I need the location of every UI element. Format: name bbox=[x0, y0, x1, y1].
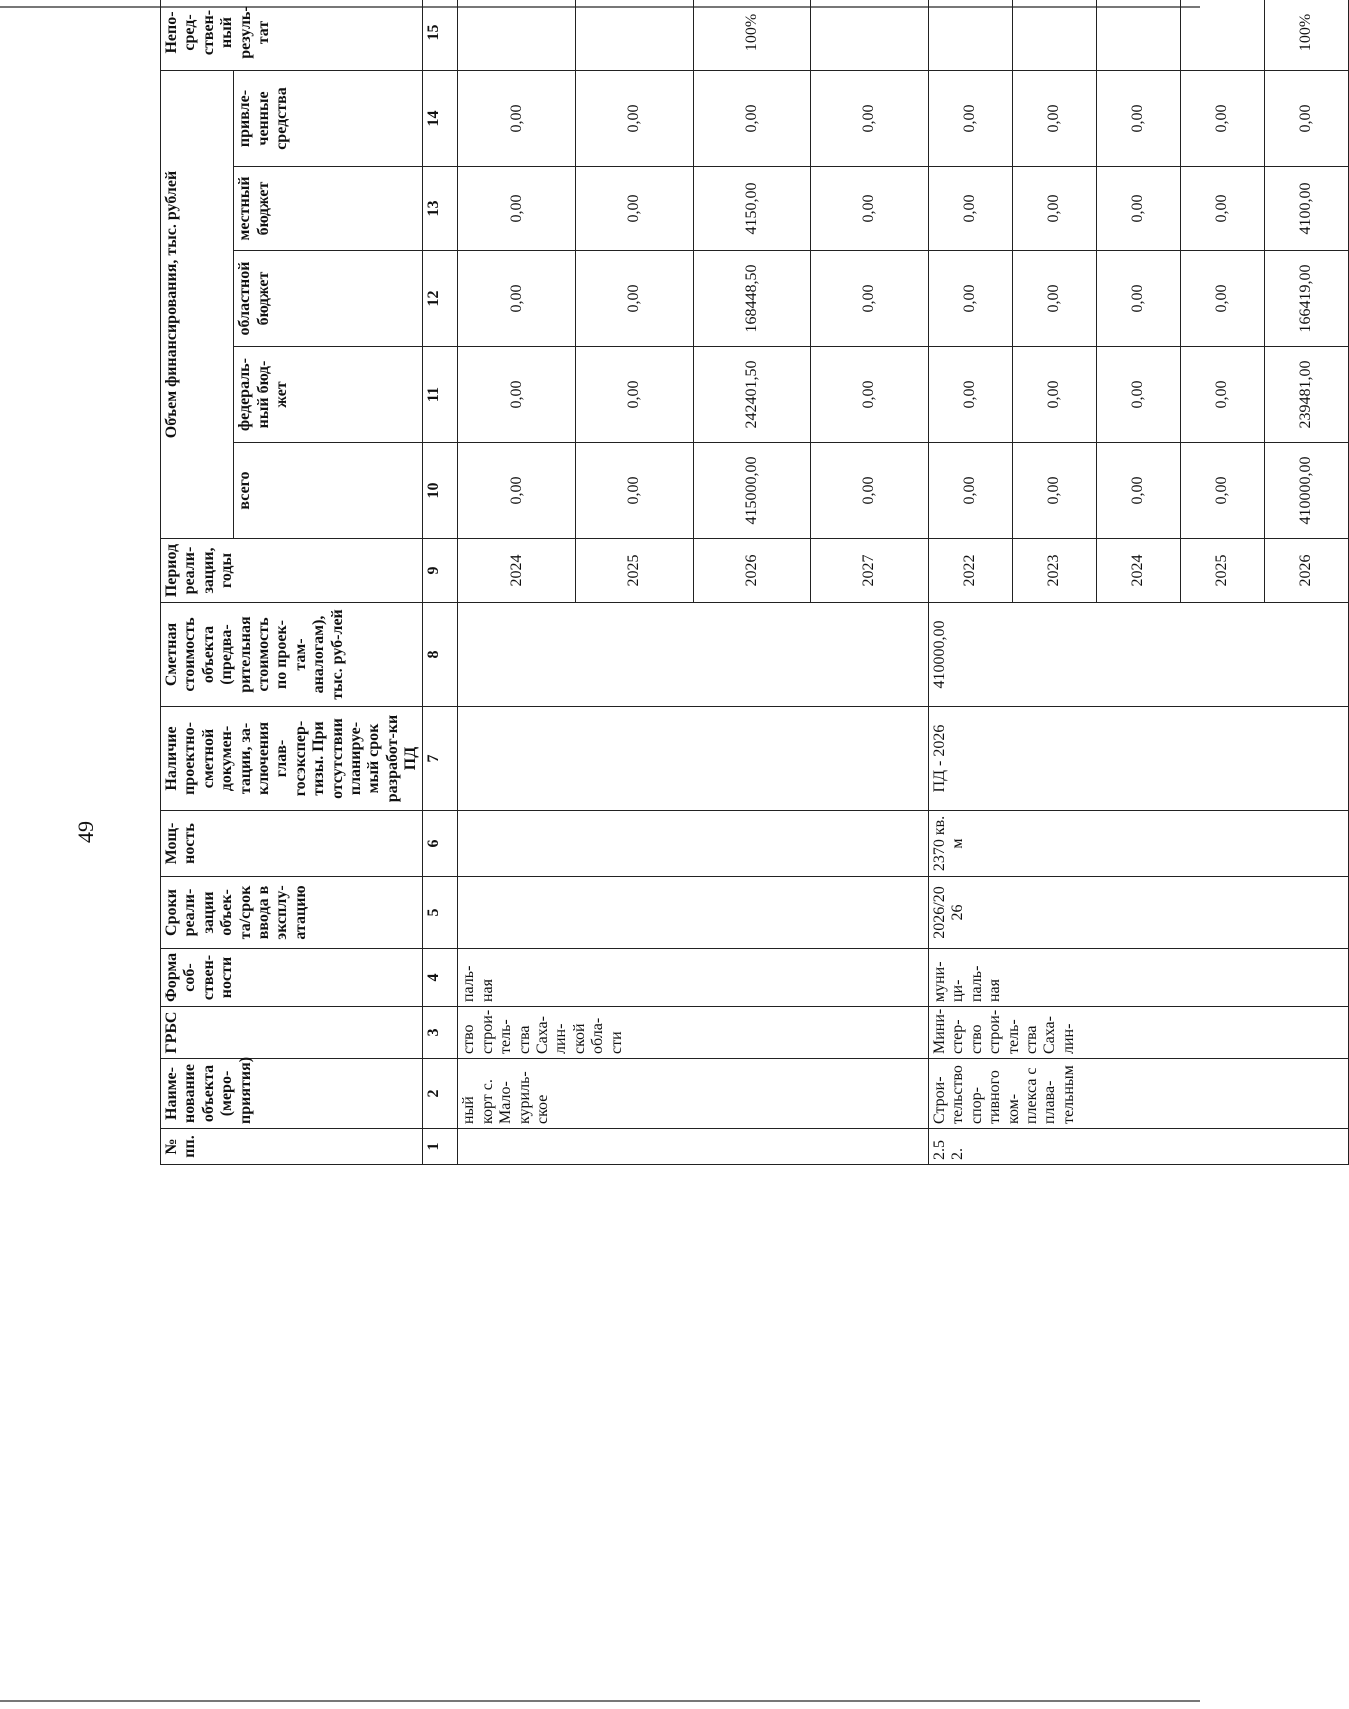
header-power: Мощ-ность bbox=[161, 811, 423, 877]
object-number bbox=[458, 1129, 929, 1165]
attracted-value: 0,00 bbox=[576, 71, 694, 167]
result-value: 100% bbox=[1264, 0, 1348, 71]
total-value: 415000,00 bbox=[693, 443, 811, 539]
attracted-value: 0,00 bbox=[811, 71, 929, 167]
total-value: 0,00 bbox=[1012, 443, 1096, 539]
regional-value: 0,00 bbox=[1012, 251, 1096, 347]
col-number: 2 bbox=[423, 1059, 458, 1129]
column-numbers-row bbox=[423, 0, 458, 1165]
regional-value: 0,00 bbox=[929, 251, 1013, 347]
header-local: местный бюджет bbox=[234, 167, 423, 251]
col-number: 4 bbox=[423, 949, 458, 1007]
period-year: 2027 bbox=[811, 539, 929, 603]
result-value bbox=[811, 0, 929, 71]
local-value: 0,00 bbox=[1096, 167, 1180, 251]
col-number: 10 bbox=[423, 443, 458, 539]
local-value: 0,00 bbox=[1012, 167, 1096, 251]
col-number: 7 bbox=[423, 707, 458, 811]
attracted-value: 0,00 bbox=[1180, 71, 1264, 167]
object-estimated-cost bbox=[458, 603, 929, 707]
federal-value: 0,00 bbox=[1012, 347, 1096, 443]
local-value: 0,00 bbox=[576, 167, 694, 251]
object-design-docs: ПД - 2026 bbox=[929, 707, 1349, 811]
attracted-value: 0,00 bbox=[929, 71, 1013, 167]
regional-value: 168448,50 bbox=[693, 251, 811, 347]
col-number: 1 bbox=[423, 1129, 458, 1165]
result-value bbox=[458, 0, 576, 71]
col-number: 14 bbox=[423, 71, 458, 167]
header-regional: областной бюджет bbox=[234, 251, 423, 347]
attracted-value: 0,00 bbox=[693, 71, 811, 167]
local-value: 0,00 bbox=[811, 167, 929, 251]
total-value: 0,00 bbox=[576, 443, 694, 539]
period-year: 2026 bbox=[693, 539, 811, 603]
object-power: 2370 кв. м bbox=[929, 811, 1349, 877]
federal-value: 0,00 bbox=[576, 347, 694, 443]
object-name: Строи-тельство спор-тивного ком-плекса с плава-тельным bbox=[929, 1059, 1349, 1129]
regional-value: 0,00 bbox=[811, 251, 929, 347]
result-value bbox=[1012, 0, 1096, 71]
local-value: 0,00 bbox=[458, 167, 576, 251]
col-number: 3 bbox=[423, 1007, 458, 1059]
header-period: Период реали-зации, годы bbox=[161, 539, 423, 603]
total-value: 0,00 bbox=[458, 443, 576, 539]
attracted-value: 0,00 bbox=[1012, 71, 1096, 167]
result-value: 100% bbox=[693, 0, 811, 71]
regional-value: 0,00 bbox=[576, 251, 694, 347]
attracted-value: 0,00 bbox=[1096, 71, 1180, 167]
object-ownership: муни-ци-паль-ная bbox=[929, 949, 1349, 1007]
object-terms: 2026/20 26 bbox=[929, 877, 1349, 949]
object-ownership: паль-ная bbox=[458, 949, 929, 1007]
page-number: 49 bbox=[73, 821, 98, 843]
result-value bbox=[1180, 0, 1264, 71]
federal-value: 242401,50 bbox=[693, 347, 811, 443]
header-estimated-cost: Сметная стоимость объекта (предва-рительная стоимость по проек-там-аналогам), тыс. руб-лей bbox=[161, 603, 423, 707]
object-terms bbox=[458, 877, 929, 949]
table-row bbox=[929, 0, 1013, 1165]
header-total: всего bbox=[234, 443, 423, 539]
federal-value: 0,00 bbox=[458, 347, 576, 443]
header-ownership: Форма соб-ствен-ности bbox=[161, 949, 423, 1007]
rotated-table-wrapper bbox=[160, 6, 1315, 1165]
header-row-1 bbox=[161, 0, 234, 1165]
federal-value: 0,00 bbox=[1180, 347, 1264, 443]
object-estimated-cost: 410000,00 bbox=[929, 603, 1349, 707]
total-value: 0,00 bbox=[929, 443, 1013, 539]
financing-table bbox=[160, 0, 1349, 1165]
period-year: 2023 bbox=[1012, 539, 1096, 603]
total-value: 0,00 bbox=[811, 443, 929, 539]
local-value: 4100,00 bbox=[1264, 167, 1348, 251]
col-number: 8 bbox=[423, 603, 458, 707]
regional-value: 0,00 bbox=[458, 251, 576, 347]
result-value bbox=[1096, 0, 1180, 71]
period-year: 2024 bbox=[458, 539, 576, 603]
col-number: 9 bbox=[423, 539, 458, 603]
period-year: 2026 bbox=[1264, 539, 1348, 603]
header-terms: Сроки реали-зации объек-та/срок ввода в эксплу-атацию bbox=[161, 877, 423, 949]
period-year: 2022 bbox=[929, 539, 1013, 603]
period-year: 2025 bbox=[576, 539, 694, 603]
local-value: 0,00 bbox=[929, 167, 1013, 251]
federal-value: 0,00 bbox=[811, 347, 929, 443]
regional-value: 0,00 bbox=[1096, 251, 1180, 347]
bottom-scan-edge bbox=[0, 1700, 1200, 1702]
object-number: 2.5 2. bbox=[929, 1129, 1349, 1165]
local-value: 4150,00 bbox=[693, 167, 811, 251]
federal-value: 0,00 bbox=[1096, 347, 1180, 443]
col-number: 15 bbox=[423, 0, 458, 71]
federal-value: 0,00 bbox=[929, 347, 1013, 443]
object-design-docs bbox=[458, 707, 929, 811]
regional-value: 0,00 bbox=[1180, 251, 1264, 347]
header-federal: федераль-ный бюд-жет bbox=[234, 347, 423, 443]
local-value: 0,00 bbox=[1180, 167, 1264, 251]
header-name: Наиме-нование объекта (меро-приятия) bbox=[161, 1059, 423, 1129]
object-power bbox=[458, 811, 929, 877]
header-financing-group: Объем финансирования, тыс. рублей bbox=[161, 71, 234, 539]
total-value: 0,00 bbox=[1180, 443, 1264, 539]
regional-value: 166419,00 bbox=[1264, 251, 1348, 347]
table-row bbox=[458, 0, 576, 1165]
result-value bbox=[929, 0, 1013, 71]
col-number: 11 bbox=[423, 347, 458, 443]
header-attracted: привле-ченные средства bbox=[234, 71, 423, 167]
result-value bbox=[576, 0, 694, 71]
object-grbs: ство строи-тель-ства Саха-лин-ской обла-сти bbox=[458, 1007, 929, 1059]
object-grbs: Мини-стер-ство строи-тель-ства Саха-лин- bbox=[929, 1007, 1349, 1059]
period-year: 2025 bbox=[1180, 539, 1264, 603]
attracted-value: 0,00 bbox=[1264, 71, 1348, 167]
header-result: Непо-сред-ствен-ный резуль-тат bbox=[161, 0, 423, 71]
header-design-docs: Наличие проектно-сметной докумен-тации, за-ключения глав-госэкспер-тизы. При отсутствии планируе-мый срок разработ-ки ПД bbox=[161, 707, 423, 811]
total-value: 410000,00 bbox=[1264, 443, 1348, 539]
col-number: 6 bbox=[423, 811, 458, 877]
attracted-value: 0,00 bbox=[458, 71, 576, 167]
period-year: 2024 bbox=[1096, 539, 1180, 603]
col-number: 5 bbox=[423, 877, 458, 949]
col-number: 12 bbox=[423, 251, 458, 347]
object-name: ный корт с. Мало-куриль-ское bbox=[458, 1059, 929, 1129]
header-grbs: ГРБС bbox=[161, 1007, 423, 1059]
federal-value: 239481,00 bbox=[1264, 347, 1348, 443]
col-number: 13 bbox=[423, 167, 458, 251]
total-value: 0,00 bbox=[1096, 443, 1180, 539]
header-num: № пп. bbox=[161, 1129, 423, 1165]
